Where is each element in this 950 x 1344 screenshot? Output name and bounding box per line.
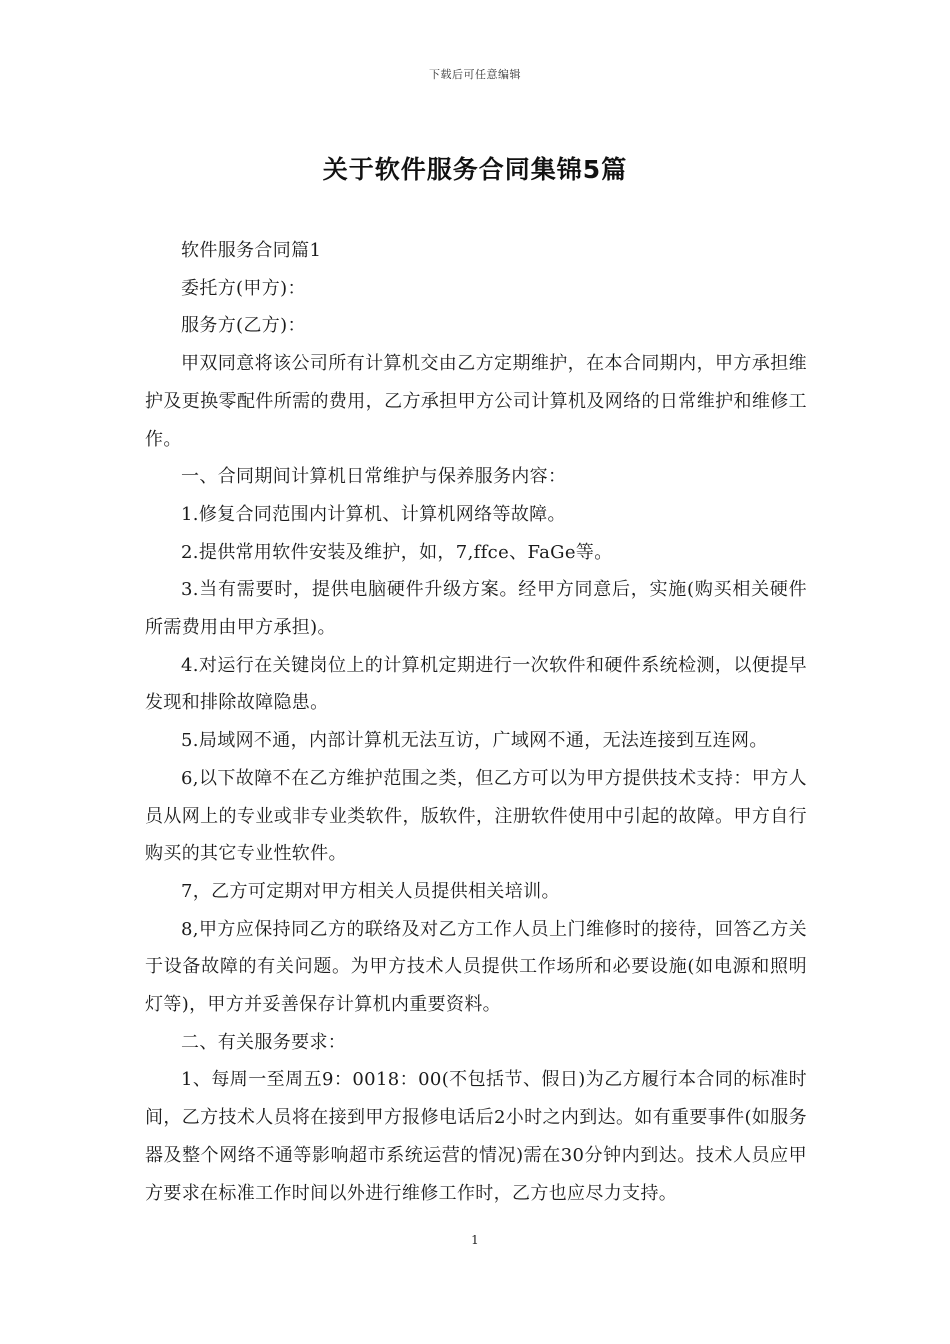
clause-item-7: 7，乙方可定期对甲方相关人员提供相关培训。 <box>181 880 560 902</box>
clause-heading-one: 一、合同期间计算机日常维护与保养服务内容： <box>181 466 567 488</box>
header-note: 下载后可任意编辑 <box>429 68 521 81</box>
clause-item-8: 8,甲方应保持同乙方的联络及对乙方工作人员上门维修时的接待，回答乙方关于设备故障的有关问题。为甲方技术人员提供工作场所和必要设施(如电源和照明灯等)，甲方并妥善保存计算机内重要资料。 <box>145 918 807 1016</box>
service-requirement-1: 1、每周一至周五9：0018：00(不包括节、假日)为乙方履行本合同的标准时间，乙方技术人员将在接到甲方报修电话后2小时之内到达。如有重要事件(如服务器及整个网络不通等影响超市系统运营的情况)需在30分钟内到达。技术人员应甲方要求在标准工作时间以外进行维修工作时，乙方也应尽力支持。 <box>145 1069 807 1204</box>
clause-item-3: 3.当有需要时，提供电脑硬件升级方案。经甲方同意后，实施(购买相关硬件所需费用由甲方承担)。 <box>145 579 807 639</box>
intro-paragraph: 甲双同意将该公司所有计算机交由乙方定期维护，在本合同期内，甲方承担维护及更换零配件所需的费用，乙方承担甲方公司计算机及网络的日常维护和维修工作。 <box>145 353 807 450</box>
clause-item-1: 1.修复合同范围内计算机、计算机网络等故障。 <box>181 503 566 525</box>
clause-item-6: 6,以下故障不在乙方维护范围之类，但乙方可以为甲方提供技术支持：甲方人员从网上的专业或非专业类软件，版软件，注册软件使用中引起的故障。甲方自行购买的其它专业性软件。 <box>145 767 807 865</box>
page-number: 1 <box>471 1233 479 1247</box>
party-b-line: 服务方(乙方)： <box>181 315 306 337</box>
party-a-line: 委托方(甲方)： <box>181 277 306 299</box>
clause-item-5: 5.局域网不通，内部计算机无法互访，广域网不通，无法连接到互连网。 <box>181 730 768 752</box>
document-title: 关于软件服务合同集锦5篇 <box>322 155 628 184</box>
clause-item-2: 2.提供常用软件安装及维护，如，7,ffce、FaGe等。 <box>181 541 613 563</box>
document-body <box>145 232 807 1212</box>
clause-heading-two: 二、有关服务要求： <box>181 1031 347 1053</box>
clause-item-4: 4.对运行在关键岗位上的计算机定期进行一次软件和硬件系统检测，以便提早发现和排除故障隐患。 <box>145 654 807 714</box>
section-heading: 软件服务合同篇1 <box>181 240 322 261</box>
